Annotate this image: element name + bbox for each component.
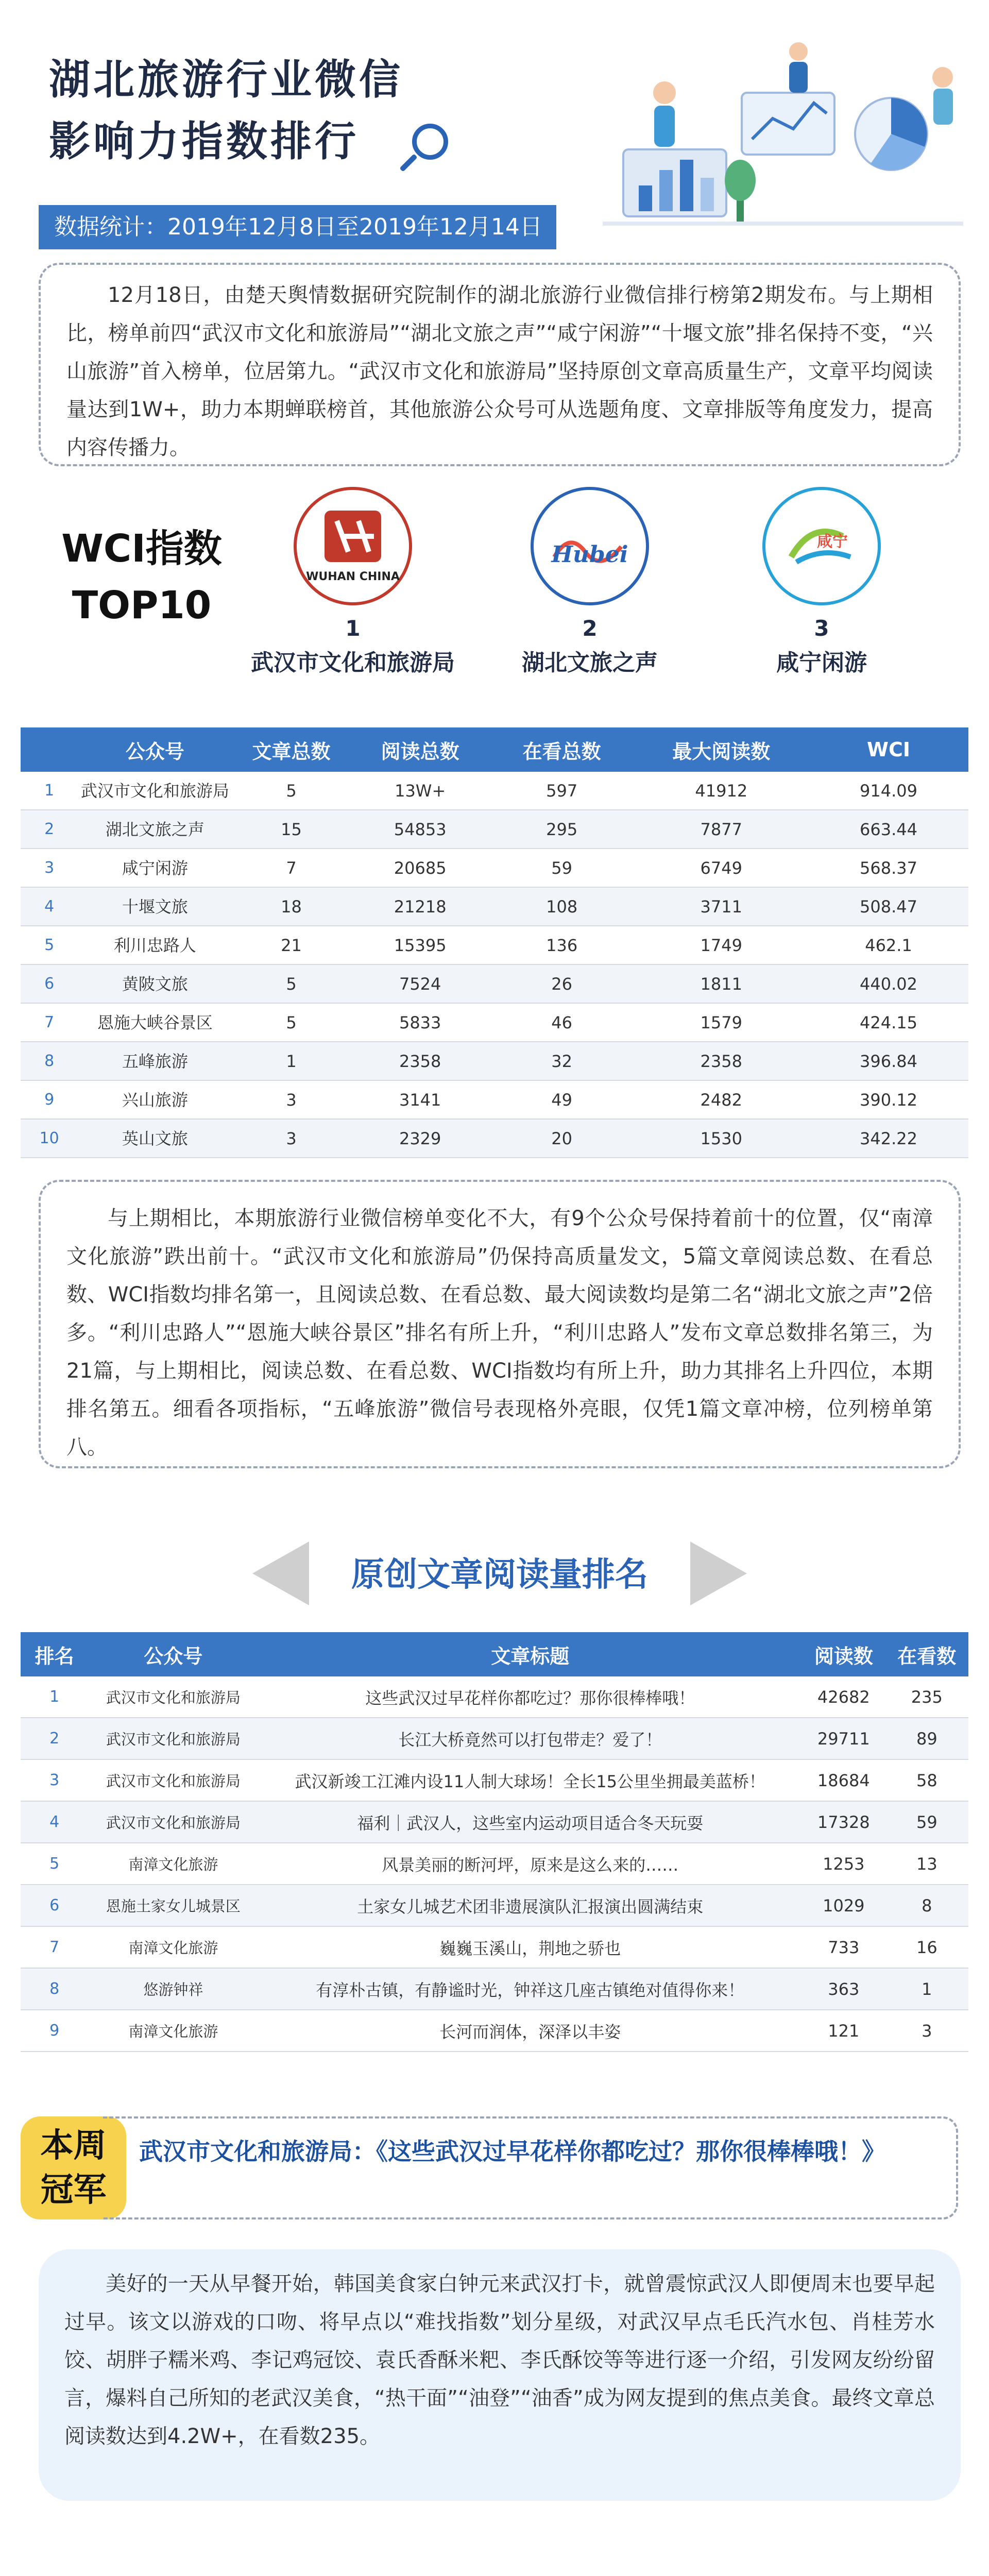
winner-1-name: 武汉市文化和旅游局 (251, 650, 455, 676)
table-cell: 8 (21, 1968, 88, 2010)
table-cell: 3711 (634, 887, 809, 926)
table-cell: 15 (232, 810, 351, 849)
table-cell: 295 (490, 810, 634, 849)
table-cell: 南漳文化旅游 (88, 2010, 258, 2052)
table-cell: 1579 (634, 1003, 809, 1042)
table-cell: 1530 (634, 1119, 809, 1158)
table-cell: 235 (885, 1676, 968, 1718)
winner-2-rank: 2 (582, 616, 598, 641)
table-cell: 5 (232, 772, 351, 810)
analysis-box (39, 1180, 961, 1468)
table-cell: 1 (21, 1676, 88, 1718)
wci-table-header (21, 727, 968, 772)
table-cell: 1029 (802, 1885, 885, 1926)
table-row[interactable] (21, 1926, 968, 1968)
table-cell: 6749 (634, 849, 809, 887)
table-cell: 396.84 (809, 1042, 968, 1080)
col-reads: 阅读总数 (351, 727, 490, 772)
table-cell: 湖北文旅之声 (78, 810, 232, 849)
table-row[interactable] (21, 1759, 968, 1801)
table-cell: 咸宁闲游 (78, 849, 232, 887)
winner-2-name: 湖北文旅之声 (522, 650, 658, 676)
wci-ranking-table (21, 727, 968, 1158)
col-rank: 排名 (21, 1632, 88, 1676)
table-cell: 9 (21, 1080, 78, 1119)
table-cell: 15395 (351, 926, 490, 964)
table-cell: 20685 (351, 849, 490, 887)
table-cell: 3 (885, 2010, 968, 2052)
table-cell: 2358 (351, 1042, 490, 1080)
table-cell: 3 (232, 1119, 351, 1158)
table-cell: 武汉市文化和旅游局 (88, 1801, 258, 1843)
table-cell: 5 (21, 1843, 88, 1885)
table-cell: 59 (490, 849, 634, 887)
table-cell: 21 (232, 926, 351, 964)
table-cell: 悠游钟祥 (88, 1968, 258, 2010)
table-cell: 10 (21, 1119, 78, 1158)
table-cell: 440.02 (809, 964, 968, 1003)
article-table-header (21, 1632, 968, 1676)
table-cell: 390.12 (809, 1080, 968, 1119)
table-row (21, 1003, 968, 1042)
table-cell: 黄陂文旅 (78, 964, 232, 1003)
table-cell: 土家女儿城艺术团非遗展演队汇报演出圆满结束 (258, 1885, 802, 1926)
table-cell: 3 (232, 1080, 351, 1119)
table-cell: 2482 (634, 1080, 809, 1119)
table-cell: 2 (21, 1718, 88, 1759)
wuhan-logo-icon (297, 490, 409, 602)
intro-box (39, 263, 961, 466)
table-cell: 3 (21, 1759, 88, 1801)
winner-1-logo-text: WUHAN CHINA (306, 570, 400, 583)
table-cell: 32 (490, 1042, 634, 1080)
table-cell: 58 (885, 1759, 968, 1801)
winner-3-logo (762, 487, 881, 605)
table-cell: 7524 (351, 964, 490, 1003)
table-row[interactable] (21, 1718, 968, 1759)
table-cell: 26 (490, 964, 634, 1003)
table-cell: 恩施大峡谷景区 (78, 1003, 232, 1042)
arrow-left-icon (252, 1541, 309, 1605)
table-cell: 1 (21, 772, 78, 810)
table-row[interactable] (21, 1801, 968, 1843)
winner-2-logo (531, 487, 649, 605)
col-account: 公众号 (78, 727, 232, 772)
table-cell: 巍巍玉溪山，荆地之骄也 (258, 1926, 802, 1968)
table-cell: 长河而润体，深泽以丰姿 (258, 2010, 802, 2052)
table-row (21, 1119, 968, 1158)
winner-1-rank: 1 (345, 616, 361, 641)
table-cell: 4 (21, 1801, 88, 1843)
table-cell: 5 (232, 1003, 351, 1042)
section2-title: 原创文章阅读量排名 (351, 1556, 648, 1594)
table-cell: 424.15 (809, 1003, 968, 1042)
table-row[interactable] (21, 1968, 968, 2010)
table-cell: 136 (490, 926, 634, 964)
winner-3-name: 咸宁闲游 (776, 650, 867, 676)
wci-title-line2: TOP10 (72, 583, 212, 628)
col-wci: WCI (809, 727, 968, 772)
intro-text: 12月18日，由楚天舆情数据研究院制作的湖北旅游行业微信排行榜第2期发布。与上期相比，榜单前四“武汉市文化和旅游局”“湖北文旅之声”“咸宁闲游”“十堰文旅”排名保持不变，“兴山旅游”首入榜单，位居第九。“武汉市文化和旅游局”坚持原创文章高质量生产，文章平均阅读量达到1W+，助力本期蝉联榜首，其他旅游公众号可从选题角度、文章排版等角度发力，提高内容传播力。 (66, 283, 933, 460)
table-cell: 29711 (802, 1718, 885, 1759)
table-cell: 21218 (351, 887, 490, 926)
table-cell: 武汉新竣工江滩内设11人制大球场！全长15公里坐拥最美蓝桥！ (258, 1759, 802, 1801)
table-cell: 2358 (634, 1042, 809, 1080)
table-cell: 914.09 (809, 772, 968, 810)
table-cell: 363 (802, 1968, 885, 2010)
table-row[interactable] (21, 1885, 968, 1926)
table-cell: 十堰文旅 (78, 887, 232, 926)
table-cell: 武汉市文化和旅游局 (88, 1718, 258, 1759)
table-cell: 有淳朴古镇，有静谧时光，钟祥这几座古镇绝对值得你来！ (258, 1968, 802, 2010)
champion-body: 美好的一天从早餐开始，韩国美食家白钟元来武汉打卡，就曾震惊武汉人即便周末也要早起过早。该文以游戏的口吻、将早点以“难找指数”划分星级，对武汉早点毛氏汽水包、肖桂芳水饺、胡胖子糯米鸡、李记鸡冠饺、袁氏香酥米粑、李氏酥饺等等进行逐一介绍，引发网友纷纷留言，爆料自己所知的老武汉美食，“热干面”“油登”“油香”成为网友提到的焦点美食。最终文章总阅读数达到4.2W+，在看数235。 (64, 2272, 935, 2448)
table-cell: 508.47 (809, 887, 968, 926)
table-row[interactable] (21, 1843, 968, 1885)
table-cell: 南漳文化旅游 (88, 1926, 258, 1968)
table-cell: 1 (232, 1042, 351, 1080)
table-row[interactable] (21, 1676, 968, 1718)
table-cell: 7 (21, 1926, 88, 1968)
table-cell: 恩施土家女儿城景区 (88, 1885, 258, 1926)
hubei-logo-icon (534, 490, 646, 602)
col-rank (21, 727, 78, 772)
table-cell: 英山文旅 (78, 1119, 232, 1158)
table-cell: 7877 (634, 810, 809, 849)
table-cell: 武汉市文化和旅游局 (88, 1759, 258, 1801)
table-cell: 9 (21, 2010, 88, 2052)
page-title-line1: 湖北旅游行业微信 (49, 56, 403, 104)
table-cell: 41912 (634, 772, 809, 810)
table-cell: 5 (21, 926, 78, 964)
table-row (21, 887, 968, 926)
winner-2-logo-text: Hubei (551, 541, 628, 568)
winner-3-logo-text: 咸宁 (817, 533, 848, 551)
table-row (21, 1042, 968, 1080)
col-articles: 文章总数 (232, 727, 351, 772)
table-cell: 1811 (634, 964, 809, 1003)
table-cell: 18 (232, 887, 351, 926)
table-cell: 3141 (351, 1080, 490, 1119)
champion-badge-line1: 本周 (40, 2127, 107, 2165)
table-cell: 武汉市文化和旅游局 (78, 772, 232, 810)
table-cell: 108 (490, 887, 634, 926)
table-cell: 8 (21, 1042, 78, 1080)
table-cell: 8 (885, 1885, 968, 1926)
table-cell: 17328 (802, 1801, 885, 1843)
table-cell: 1749 (634, 926, 809, 964)
table-cell: 42682 (802, 1676, 885, 1718)
champion-badge-line2: 冠军 (40, 2171, 107, 2209)
table-row (21, 964, 968, 1003)
table-cell: 18684 (802, 1759, 885, 1801)
table-cell: 462.1 (809, 926, 968, 964)
table-cell: 利川忠路人 (78, 926, 232, 964)
table-cell: 13W+ (351, 772, 490, 810)
wci-top-title (49, 520, 234, 634)
table-cell: 1253 (802, 1843, 885, 1885)
table-cell: 1 (885, 1968, 968, 2010)
table-cell: 20 (490, 1119, 634, 1158)
table-cell: 568.37 (809, 849, 968, 887)
table-cell: 49 (490, 1080, 634, 1119)
table-cell: 7 (21, 1003, 78, 1042)
table-cell: 南漳文化旅游 (88, 1843, 258, 1885)
col-account: 公众号 (88, 1632, 258, 1676)
table-row (21, 849, 968, 887)
table-cell: 风景美丽的断河坪，原来是这么来的…… (258, 1843, 802, 1885)
col-likes: 在看数 (885, 1632, 968, 1676)
table-cell: 2329 (351, 1119, 490, 1158)
champion-headline-box (103, 2116, 958, 2219)
table-row (21, 810, 968, 849)
col-max-reads: 最大阅读数 (634, 727, 809, 772)
table-cell: 5 (232, 964, 351, 1003)
data-analysis-illustration (582, 31, 974, 237)
article-ranking-table (21, 1632, 968, 2052)
table-cell: 长江大桥竟然可以打包带走？爱了！ (258, 1718, 802, 1759)
table-cell: 2 (21, 810, 78, 849)
table-cell: 54853 (351, 810, 490, 849)
table-cell: 663.44 (809, 810, 968, 849)
table-row (21, 1080, 968, 1119)
col-reads: 阅读数 (802, 1632, 885, 1676)
table-cell: 13 (885, 1843, 968, 1885)
table-cell: 4 (21, 887, 78, 926)
table-cell: 这些武汉过早花样你都吃过？那你很棒棒哦！ (258, 1676, 802, 1718)
table-cell: 89 (885, 1718, 968, 1759)
table-cell: 16 (885, 1926, 968, 1968)
table-cell: 733 (802, 1926, 885, 1968)
table-cell: 342.22 (809, 1119, 968, 1158)
table-cell: 121 (802, 2010, 885, 2052)
arrow-right-icon (690, 1541, 747, 1605)
date-range-bar: 数据统计：2019年12月8日至2019年12月14日 (39, 205, 556, 249)
xianning-logo-icon (765, 490, 878, 602)
table-cell: 五峰旅游 (78, 1042, 232, 1080)
table-cell: 6 (21, 964, 78, 1003)
col-title: 文章标题 (258, 1632, 802, 1676)
table-row (21, 926, 968, 964)
page-title-line2: 影响力指数排行 (49, 117, 359, 165)
col-likes: 在看总数 (490, 727, 634, 772)
table-cell: 5833 (351, 1003, 490, 1042)
table-cell: 6 (21, 1885, 88, 1926)
winner-1-logo (294, 487, 412, 605)
table-cell: 3 (21, 849, 78, 887)
table-cell: 46 (490, 1003, 634, 1042)
champion-headline[interactable]: 武汉市文化和旅游局：《这些武汉过早花样你都吃过？那你很棒棒哦！》 (139, 2138, 885, 2165)
table-cell: 兴山旅游 (78, 1080, 232, 1119)
winner-3-rank: 3 (814, 616, 829, 641)
table-cell: 59 (885, 1801, 968, 1843)
magnifier-icon (412, 124, 448, 160)
champion-body-box (39, 2249, 961, 2501)
analysis-text: 与上期相比，本期旅游行业微信榜单变化不大，有9个公众号保持着前十的位置，仅“南漳文化旅游”跌出前十。“武汉市文化和旅游局”仍保持高质量发文，5篇文章阅读总数、在看总数、WCI指数均排名第一，且阅读总数、在看总数、最大阅读数均是第二名“湖北文旅之声”2倍多。“利川忠路人”“恩施大峡谷景区”排名有所上升，“利川忠路人”发布文章总数排名第三，为21篇，与上期相比，阅读总数、在看总数、WCI指数均有所上升，助力其排名上升四位，本期排名第五。细看各项指标，“五峰旅游”微信号表现格外亮眼，仅凭1篇文章冲榜，位列榜单第八。 (66, 1207, 933, 1459)
table-row (21, 772, 968, 810)
table-cell: 武汉市文化和旅游局 (88, 1676, 258, 1718)
wci-title-line1: WCI指数 (61, 527, 222, 571)
table-row[interactable] (21, 2010, 968, 2052)
table-cell: 597 (490, 772, 634, 810)
table-cell: 7 (232, 849, 351, 887)
table-cell: 福利｜武汉人，这些室内运动项目适合冬天玩耍 (258, 1801, 802, 1843)
